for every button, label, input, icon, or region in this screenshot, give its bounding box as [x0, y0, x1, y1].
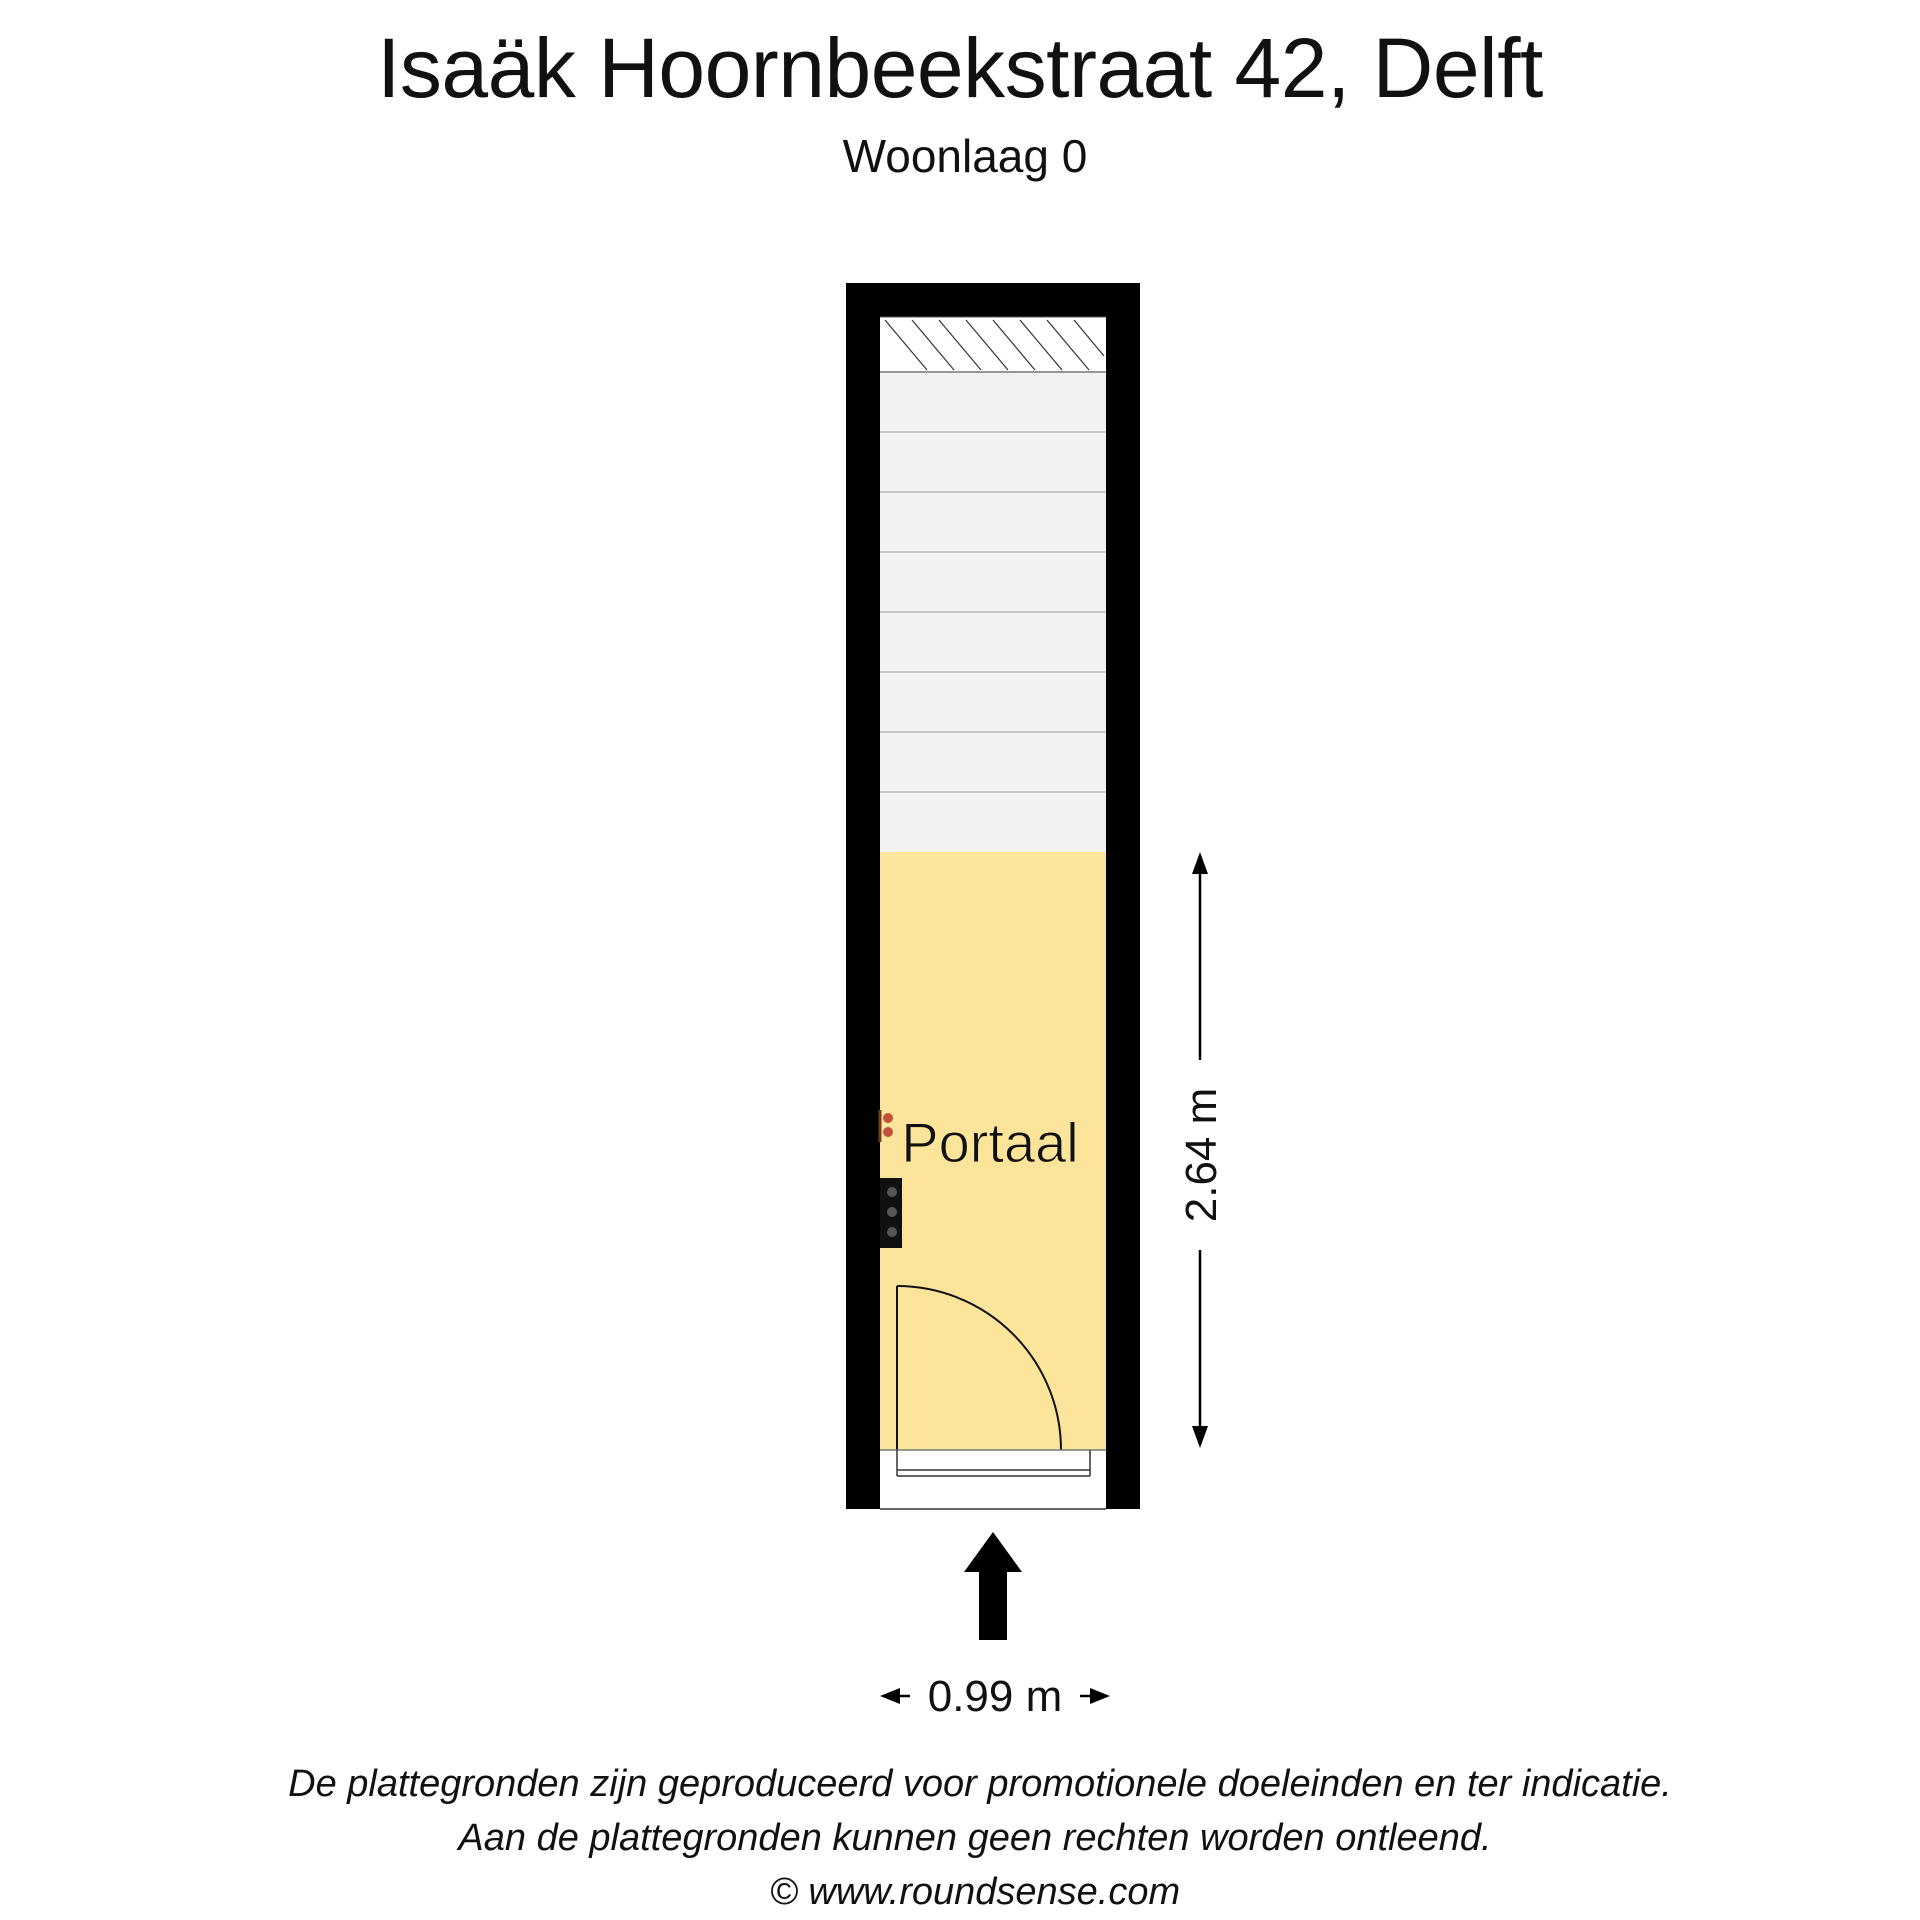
room-label: Portaal	[901, 1111, 1079, 1174]
entrance-arrow-icon	[964, 1532, 1022, 1640]
copyright-line: © www.roundsense.com	[769, 1871, 1181, 1913]
staircase	[880, 317, 1106, 852]
height-dimension-label: 2.64 m	[1177, 1087, 1226, 1223]
width-dimension-label: 0.99 m	[927, 1672, 1063, 1721]
door-threshold	[880, 1450, 1106, 1509]
disclaimer-line-2: Aan de plattegronden kunnen geen rechten worden ontleend.	[458, 1817, 1492, 1859]
disclaimer-line-1: De plattegronden zijn geproduceerd voor promotionele doeleinden en ter indicatie.	[288, 1763, 1672, 1805]
stair-hatch	[880, 317, 1106, 372]
plan-title: Isaäk Hoornbeekstraat 42, Delft	[377, 21, 1543, 115]
meter-cupboard	[880, 1178, 902, 1248]
floor-subtitle: Woonlaag 0	[842, 130, 1088, 182]
